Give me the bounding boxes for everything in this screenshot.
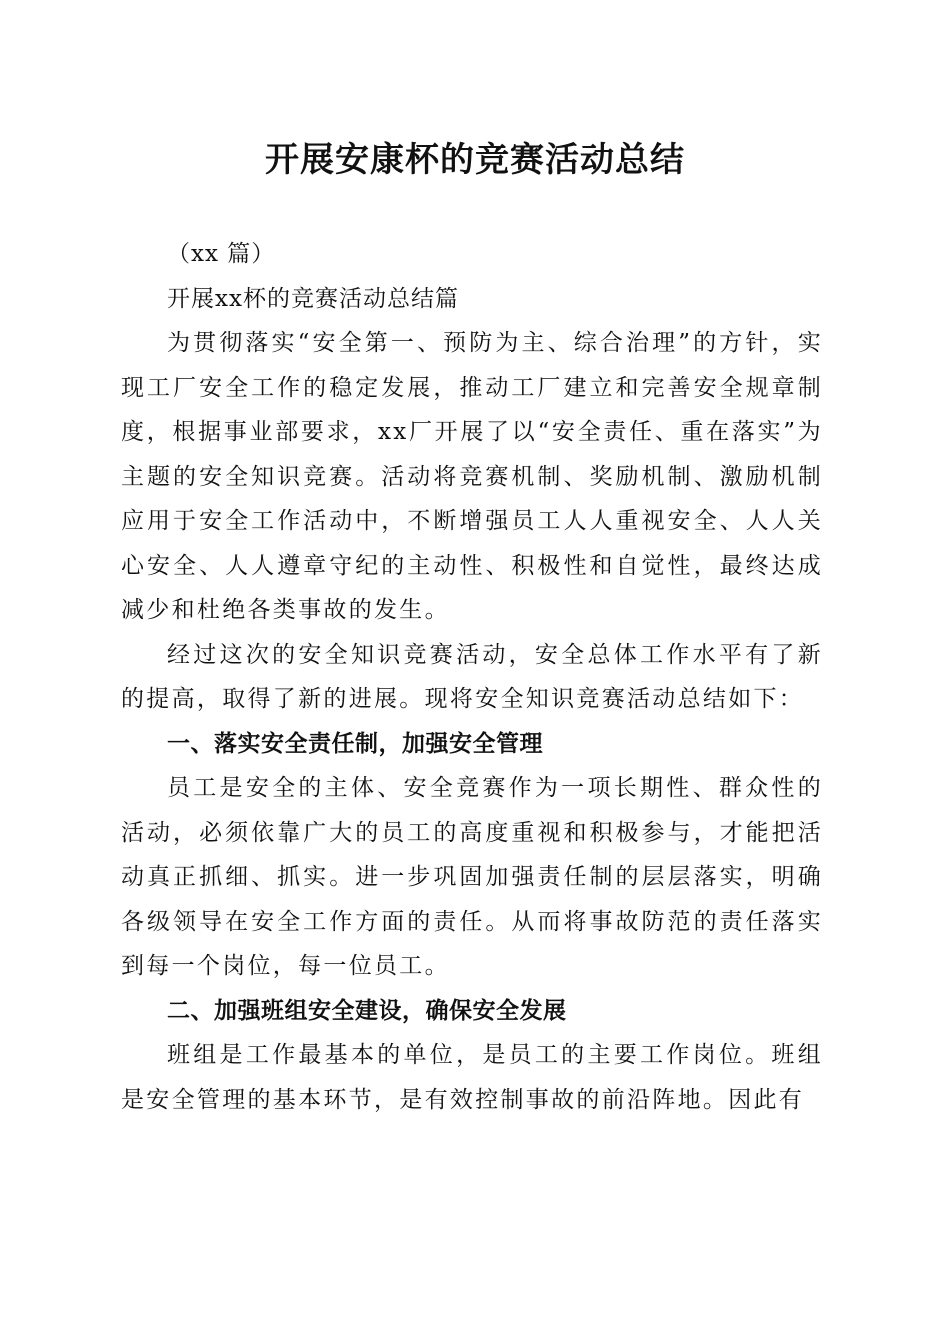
paragraph-summary: 经过这次的安全知识竞赛活动，安全总体工作水平有了新的提高，取得了新的进展。现将安全知识竞赛活动总结如下：	[121, 641, 823, 712]
paragraph-intro: 为贯彻落实“安全第一、预防为主、综合治理”的方针，实现工厂安全工作的稳定发展，推动工厂建立和完善安全规章制度，根据事业部要求，xx厂开展了以“安全责任、重在落实”为主题的安全知识竞赛。活动将竞赛机制、奖励机制、激励机制应用于安全工作活动中，不断增强员工人人重视安全、人人关心安全、人人遵章守纪的主动性、积极性和自觉性，最终达成减少和杜绝各类事故的发生。	[121, 330, 823, 623]
paragraph-section-2: 班组是工作最基本的单位，是员工的主要工作岗位。班组是安全管理的基本环节，是有效控制事故的前沿阵地。因此有	[121, 1042, 823, 1113]
document-body	[121, 232, 823, 1122]
document-title: 开展安康杯的竞赛活动总结	[265, 140, 685, 180]
intro-line: 开展xx杯的竞赛活动总结篇	[167, 285, 459, 312]
section-heading-1: 一、落实安全责任制，加强安全管理	[167, 730, 543, 757]
section-heading-2: 二、加强班组安全建设，确保安全发展	[167, 997, 567, 1024]
paragraph-section-1: 员工是安全的主体、安全竞赛作为一项长期性、群众性的活动，必须依靠广大的员工的高度重视和积极参与，才能把活动真正抓细、抓实。进一步巩固加强责任制的层层落实，明确各级领导在安全工作方面的责任。从而将事故防范的责任落实到每一个岗位，每一位员工。	[121, 775, 823, 979]
document-subtitle: （xx 篇）	[167, 241, 276, 267]
